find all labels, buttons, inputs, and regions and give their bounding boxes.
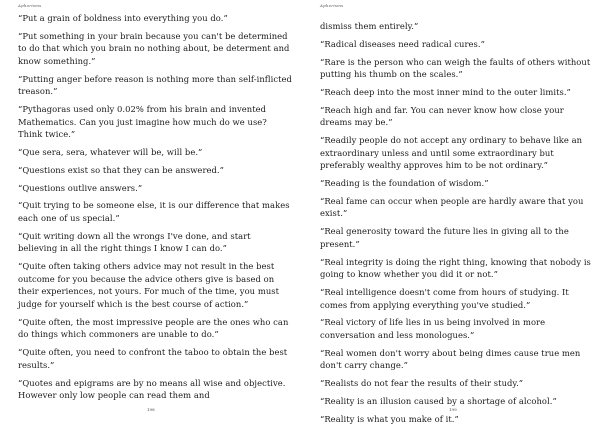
quote-list [320, 20, 594, 430]
quote: “Real victory of life lies in us being involved in more conversation and less monologues.” [320, 317, 546, 340]
quote: “Real intelligence doesn't come from hours of studying. It comes from applying everything you've studied.” [320, 286, 569, 310]
quote: “Pythagoras used only 0.02% from his brain and invented Mathematics. Can you just imagine how much do we use? Think twice.” [18, 104, 267, 140]
quote: “Put a grain of boldness into everything you do.” [18, 13, 228, 23]
quote: “Quite often, the most impressive people are the ones who can do things which commoners are unable to do.” [18, 316, 289, 340]
quote: “Real integrity is doing the right thing, knowing that nobody is going to know whether you did it or not.” [320, 256, 591, 280]
quote: “Reality is what you make of it.” [320, 413, 459, 424]
quote: “Reading is the foundation of wisdom.” [320, 178, 489, 189]
quote: “Putting anger before reason is nothing more than self-inflicted treason.” [18, 73, 292, 97]
quote: “Quit trying to be someone else, it is our difference that makes each one of us special.” [18, 200, 290, 224]
quote: “Questions outlive answers.” [18, 182, 143, 193]
quote: “Que sera, sera, whatever will be, will be.” [18, 147, 203, 158]
left-page [14, 0, 292, 424]
quote: “Quite often, you need to confront the taboo to obtain the best results.” [18, 347, 288, 370]
quote: dismiss them entirely.” [320, 21, 419, 31]
quote: “Reach deep into the most inner mind to the outer limits.” [320, 86, 571, 97]
quote: “Rare is the person who can weigh the faults of others without putting his thumb on the scales.” [320, 56, 591, 80]
quote: “Quit writing down all the wrongs I've done, and start believing in all the right things I know I can do.” [18, 230, 251, 254]
quote-list [18, 12, 292, 407]
right-page [316, 0, 594, 424]
quote: “Reach high and far. You can never know how close your dreams may be.” [320, 104, 564, 128]
running-head: Aphorisms [320, 3, 344, 8]
quote: “Readily people do not accept any ordinary to behave like an extraordinary unless and until some extraordinary but preferably wealthy approves him to be not ordinary.” [320, 135, 583, 171]
quote: “Questions exist so that they can be answered.” [18, 164, 224, 175]
quote: “Realists do not fear the results of their study.” [320, 378, 524, 389]
quote: “Real women don't worry about being dimes cause true men don't carry change.” [320, 347, 581, 371]
quote: “Put something in your brain because you can't be determined to do that which you brain no nothing about, be determent and know something.” [18, 30, 290, 66]
quote: “Real generosity toward the future lies in giving all to the present.” [320, 226, 569, 249]
quote: “Quotes and epigrams are by no means all wise and objective. However only low people can read them and [18, 377, 286, 401]
quote: “Real fame can occur when people are hardly aware that you exist.” [320, 195, 584, 219]
quote: “Radical diseases need radical cures.” [320, 38, 485, 49]
page-number: 199 [449, 407, 457, 412]
page-number: 198 [147, 407, 155, 412]
quote: “Reality is an illusion caused by a shortage of alcohol.” [320, 395, 557, 406]
quote: “Quite often taking others advice may not result in the best outcome for you because the advice others give is based on their experiences, not yours. For much of the time, you must judge for yourself which is the best course of action.” [18, 261, 280, 309]
running-head: Aphorisms [18, 3, 42, 8]
